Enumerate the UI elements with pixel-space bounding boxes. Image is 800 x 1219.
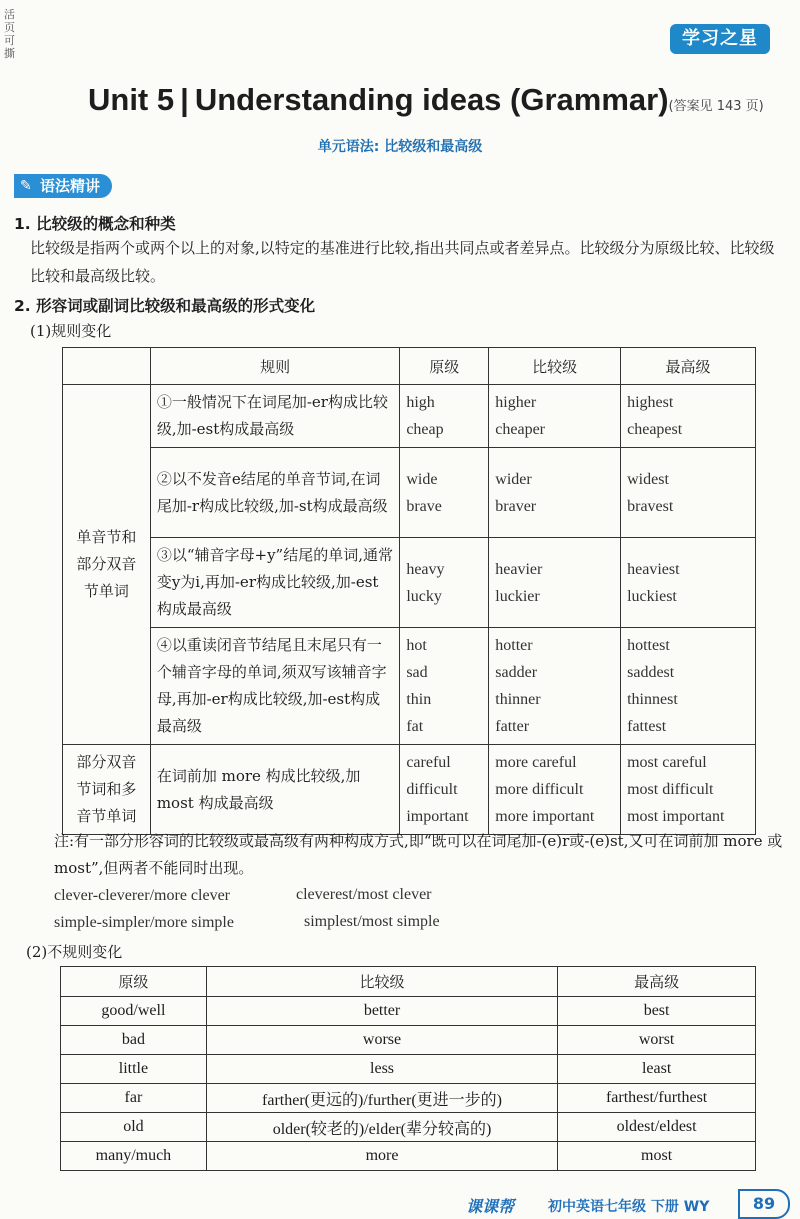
positive-cell bbox=[400, 628, 489, 745]
table-row bbox=[63, 385, 756, 448]
table-row bbox=[61, 1084, 756, 1113]
example-superlative: cleverest/most clever bbox=[296, 886, 432, 903]
brand-badge: 学习之星 bbox=[670, 24, 770, 54]
comparative-cell bbox=[489, 385, 621, 448]
superlative-cell bbox=[621, 538, 756, 628]
positive-cell: many/much bbox=[61, 1142, 207, 1171]
irregular-table bbox=[60, 966, 756, 1171]
section-1-body: 比较级是指两个或两个以上的对象,以特定的基准进行比较,指出共同点或者差异点。比较级分为原级比较、比较级比较和最高级比较。 bbox=[30, 239, 775, 285]
comparative-cell bbox=[489, 538, 621, 628]
comparative-words: more careful more difficult more important bbox=[495, 754, 595, 825]
table-row bbox=[61, 997, 756, 1026]
superlative-cell: best bbox=[558, 997, 756, 1026]
positive-cell: bad bbox=[61, 1026, 207, 1055]
comparative-cell: older(较老的)/elder(辈分较高的) bbox=[206, 1113, 557, 1142]
comparative-cell: farther(更远的)/further(更进一步的) bbox=[206, 1084, 557, 1113]
header-positive: 原级 bbox=[61, 967, 207, 997]
comparative-cell: worse bbox=[206, 1026, 557, 1055]
positive-words: careful difficult important bbox=[406, 754, 469, 825]
unit-grammar-subtitle: 单元语法: 比较级和最高级 bbox=[317, 139, 483, 155]
comparative-words: wider braver bbox=[495, 470, 537, 515]
positive-words: heavy lucky bbox=[406, 560, 445, 605]
superlative-cell bbox=[621, 385, 756, 448]
superlative-words: hottest saddest thinnest fattest bbox=[627, 637, 678, 735]
header-blank bbox=[63, 348, 151, 385]
example-comparative: clever-cleverer/more clever bbox=[54, 887, 230, 904]
comparative-words: hotter sadder thinner fatter bbox=[495, 637, 541, 735]
footer-book-title: 初中英语七年级 下册 WY bbox=[548, 1199, 710, 1215]
superlative-cell: farthest/furthest bbox=[558, 1084, 756, 1113]
header-superlative: 最高级 bbox=[558, 967, 756, 997]
superlative-cell bbox=[621, 745, 756, 835]
positive-cell: good/well bbox=[61, 997, 207, 1026]
comparative-cell: less bbox=[206, 1055, 557, 1084]
section-tag-label: 语法精讲 bbox=[40, 177, 101, 195]
category-monosyllabic: 单音节和部分双音节单词 bbox=[63, 385, 151, 745]
rule-cell: 在词前加 more 构成比较级,加 most 构成最高级 bbox=[150, 745, 399, 835]
positive-cell bbox=[400, 745, 489, 835]
superlative-words: most careful most difficult most important bbox=[627, 754, 725, 825]
category-polysyllabic: 部分双音节词和多音节单词 bbox=[63, 745, 151, 835]
positive-words: hot sad thin fat bbox=[406, 637, 432, 735]
page-title bbox=[88, 82, 764, 118]
section-tag bbox=[14, 174, 112, 198]
superlative-cell: most bbox=[558, 1142, 756, 1171]
unit-topic: Understanding ideas (Grammar) bbox=[194, 82, 669, 117]
header-comparative: 比较级 bbox=[489, 348, 621, 385]
table-row bbox=[63, 628, 756, 745]
table-row bbox=[61, 1026, 756, 1055]
example-comparative: simple-simpler/more simple bbox=[54, 914, 234, 931]
superlative-cell bbox=[621, 628, 756, 745]
regular-changes-label: (1)规则变化 bbox=[30, 322, 112, 340]
note-text: 注:有一部分形容词的比较级或最高级有两种构成方式,即“既可以在词尾加-(e)r或-(e)st,又可在词前加 more 或 most”,但两者不能同时出现。 bbox=[54, 832, 783, 877]
table-row bbox=[63, 448, 756, 538]
side-tear-mark: 活页可撕 bbox=[4, 8, 15, 60]
header-superlative: 最高级 bbox=[621, 348, 756, 385]
comparative-cell bbox=[489, 628, 621, 745]
footer-brand: 课课帮 bbox=[466, 1197, 515, 1216]
table-row bbox=[61, 1142, 756, 1171]
positive-cell: little bbox=[61, 1055, 207, 1084]
superlative-cell: oldest/eldest bbox=[558, 1113, 756, 1142]
rule-cell: ①一般情况下在词尾加-er构成比较级,加-est构成最高级 bbox=[150, 385, 399, 448]
regular-rules-table bbox=[62, 347, 756, 835]
unit-label: Unit 5 bbox=[88, 82, 175, 117]
rule-cell: ②以不发音e结尾的单音节词,在词尾加-r构成比较级,加-st构成最高级 bbox=[150, 448, 399, 538]
positive-cell bbox=[400, 538, 489, 628]
superlative-cell: worst bbox=[558, 1026, 756, 1055]
comparative-words: higher cheaper bbox=[495, 394, 545, 438]
irregular-changes-label: (2)不规则变化 bbox=[26, 943, 123, 961]
superlative-words: highest cheapest bbox=[627, 394, 683, 438]
grammar-icon: ✎ bbox=[20, 178, 32, 194]
superlative-words: widest bravest bbox=[627, 470, 674, 515]
comparative-cell: better bbox=[206, 997, 557, 1026]
table-header-row bbox=[61, 967, 756, 997]
section-1-heading: 1. 比较级的概念和种类 bbox=[14, 215, 176, 233]
table-row bbox=[63, 538, 756, 628]
header-comparative: 比较级 bbox=[206, 967, 557, 997]
title-separator: | bbox=[180, 82, 189, 117]
comparative-cell bbox=[489, 448, 621, 538]
positive-words: wide brave bbox=[406, 470, 442, 515]
positive-words: high cheap bbox=[406, 394, 444, 438]
positive-cell: far bbox=[61, 1084, 207, 1113]
answer-reference: (答案见 143 页) bbox=[668, 99, 764, 114]
table-header-row bbox=[63, 348, 756, 385]
superlative-cell: least bbox=[558, 1055, 756, 1084]
comparative-words: heavier luckier bbox=[495, 560, 543, 605]
comparative-cell bbox=[489, 745, 621, 835]
positive-cell bbox=[400, 448, 489, 538]
header-positive: 原级 bbox=[400, 348, 489, 385]
rule-cell: ④以重读闭音节结尾且末尾只有一个辅音字母的单词,须双写该辅音字母,再加-er构成比较级,加-est构成最高级 bbox=[150, 628, 399, 745]
example-superlative: simplest/most simple bbox=[304, 913, 440, 930]
rule-cell: ③以“辅音字母+y”结尾的单词,通常变y为i,再加-er构成比较级,加-est构成最高级 bbox=[150, 538, 399, 628]
positive-cell: old bbox=[61, 1113, 207, 1142]
section-2-heading: 2. 形容词或副词比较级和最高级的形式变化 bbox=[14, 297, 316, 315]
table-row bbox=[61, 1055, 756, 1084]
superlative-cell bbox=[621, 448, 756, 538]
superlative-words: heaviest luckiest bbox=[627, 560, 680, 605]
table-row bbox=[61, 1113, 756, 1142]
comparative-cell: more bbox=[206, 1142, 557, 1171]
table-row bbox=[63, 745, 756, 835]
positive-cell bbox=[400, 385, 489, 448]
page-number: 89 bbox=[738, 1189, 790, 1219]
header-rule: 规则 bbox=[150, 348, 399, 385]
